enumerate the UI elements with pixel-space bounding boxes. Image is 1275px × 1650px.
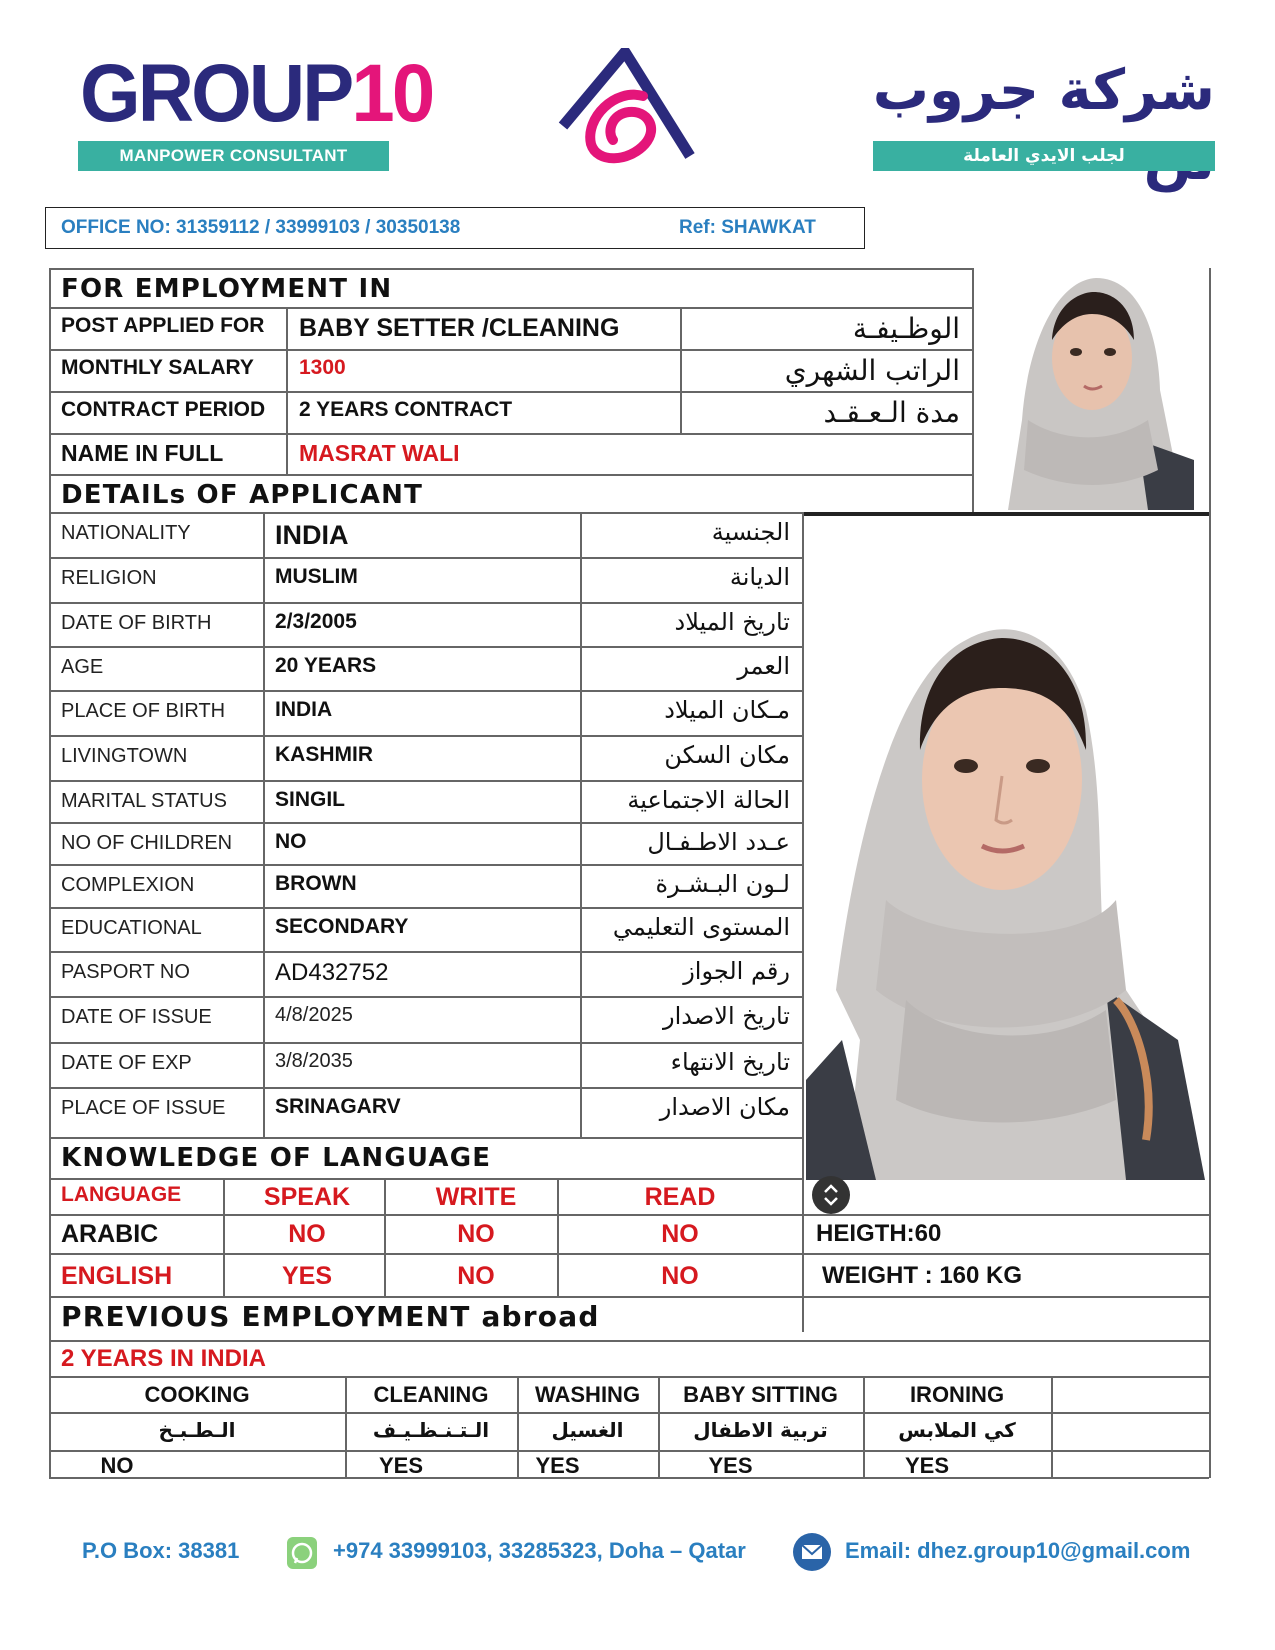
language-cell: NO — [457, 1220, 495, 1248]
row-divider — [49, 1042, 802, 1044]
language-cell: YES — [281, 1262, 333, 1290]
detail-label-ar: عـدد الاطـفـال — [647, 828, 790, 856]
whatsapp-icon — [286, 1535, 318, 1571]
name-value: MASRAT WALI — [299, 440, 460, 466]
company-emblem-icon — [555, 48, 695, 166]
detail-label-ar: تاريخ الاصدار — [663, 1002, 790, 1030]
height-value: HEIGTH:60 — [816, 1220, 942, 1247]
row-divider — [49, 996, 802, 998]
row-divider — [49, 822, 802, 824]
applicant-photo-small — [988, 270, 1194, 510]
employment-label-ar: الوظـيفـة — [852, 312, 960, 345]
detail-label: LIVINGTOWN — [61, 745, 188, 767]
detail-label-ar: لـون البـشـرة — [655, 870, 790, 898]
detail-label: NO OF CHILDREN — [61, 832, 233, 854]
name-label: NAME IN FULL — [61, 440, 224, 466]
detail-label: DATE OF ISSUE — [61, 1006, 212, 1028]
employment-label: POST APPLIED FOR — [61, 314, 265, 337]
employment-label-ar: مدة الـعـقـد — [823, 396, 960, 429]
experience-value: 2 YEARS IN INDIA — [61, 1345, 266, 1372]
employment-value: 2 YEARS CONTRACT — [299, 398, 513, 421]
language-cell: NO — [457, 1262, 495, 1290]
row-divider — [49, 557, 802, 559]
language-cell: ENGLISH — [61, 1262, 173, 1290]
office-numbers: OFFICE NO: 31359112 / 33999103 / 30350138 — [61, 217, 461, 238]
language-cell: ARABIC — [61, 1220, 159, 1248]
row-divider — [49, 735, 802, 737]
detail-label-ar: الحالة الاجتماعية — [627, 786, 790, 814]
logo-number-text: 10 — [351, 48, 433, 139]
detail-label: RELIGION — [61, 567, 157, 589]
skill-name: WASHING — [534, 1382, 641, 1407]
skill-value: YES — [904, 1453, 950, 1478]
skill-value: YES — [535, 1453, 580, 1478]
detail-value: AD432752 — [275, 959, 389, 986]
detail-value: INDIA — [275, 520, 349, 550]
detail-label-ar: مكان الاصدار — [659, 1093, 790, 1121]
detail-label: EDUCATIONAL — [61, 917, 202, 939]
detail-label-ar: المستوى التعليمي — [612, 913, 790, 941]
skill-value: YES — [708, 1453, 753, 1478]
details-section-title: DETAILs OF APPLICANT — [61, 480, 424, 510]
detail-label-ar: مـكان الميلاد — [664, 696, 790, 724]
detail-value: KASHMIR — [275, 743, 373, 766]
chevron-updown-icon — [812, 1176, 850, 1214]
detail-label: AGE — [61, 656, 104, 678]
detail-value: BROWN — [275, 872, 357, 895]
detail-value: 4/8/2025 — [275, 1004, 353, 1026]
scroll-toggle-button[interactable] — [812, 1176, 850, 1214]
detail-label-ar: تاريخ الانتهاء — [670, 1048, 790, 1076]
detail-label: COMPLEXION — [61, 874, 195, 896]
previous-employment-title: PREVIOUS EMPLOYMENT abroad — [61, 1300, 600, 1333]
employment-value: BABY SETTER /CLEANING — [299, 314, 620, 342]
row-divider — [49, 864, 802, 866]
detail-label-ar: تاريخ الميلاد — [674, 608, 790, 636]
skill-value: YES — [378, 1453, 424, 1478]
detail-value: SINGIL — [275, 788, 346, 811]
skill-name-ar: الغسيل — [551, 1418, 624, 1442]
language-header: READ — [644, 1183, 716, 1211]
detail-label: DATE OF BIRTH — [61, 612, 212, 634]
language-header: SPEAK — [263, 1183, 351, 1211]
office-info-box — [45, 207, 865, 249]
email-icon — [792, 1532, 832, 1572]
employment-section-title: FOR EMPLOYMENT IN — [61, 274, 393, 304]
detail-label: DATE OF EXP — [61, 1052, 192, 1074]
detail-label: PLACE OF BIRTH — [61, 700, 226, 722]
skill-name-ar: تربية الاطفال — [693, 1418, 828, 1442]
skill-name-ar: كي الملابس — [898, 1418, 1016, 1442]
skill-name-ar: الـتـنـظـيـف — [372, 1418, 490, 1442]
detail-label-ar: مكان السكن — [664, 741, 790, 769]
detail-label: NATIONALITY — [61, 522, 191, 544]
skill-name: IRONING — [909, 1382, 1005, 1407]
logo-main-text: GROUP — [80, 48, 352, 139]
reference: Ref: SHAWKAT — [679, 217, 816, 238]
company-logo — [80, 48, 433, 139]
employment-label: CONTRACT PERIOD — [61, 398, 266, 421]
skill-value: NO — [100, 1453, 134, 1478]
row-divider — [49, 780, 802, 782]
detail-label-ar: العمر — [737, 652, 790, 680]
phone-numbers: +974 33999103, 33285323, Doha – Qatar — [333, 1538, 746, 1563]
row-divider — [49, 907, 802, 909]
detail-value: 20 YEARS — [275, 654, 377, 677]
detail-value: SECONDARY — [275, 915, 409, 938]
detail-label-ar: رقم الجواز — [683, 957, 790, 985]
employment-label-ar: الراتب الشهري — [784, 354, 960, 387]
detail-label: PLACE OF ISSUE — [61, 1097, 226, 1119]
skill-name: BABY SITTING — [683, 1382, 838, 1407]
detail-label-ar: الجنسية — [711, 518, 790, 546]
language-section-title: KNOWLEDGE OF LANGUAGE — [61, 1143, 492, 1173]
logo-tagline: MANPOWER CONSULTANT — [78, 141, 389, 171]
skill-name: CLEANING — [373, 1382, 489, 1407]
detail-label-ar: الديانة — [729, 563, 790, 591]
employment-value: 1300 — [299, 356, 346, 379]
row-divider — [49, 951, 802, 953]
arabic-logo-tagline: لجلب الايدي العاملة — [873, 141, 1215, 171]
detail-value: INDIA — [275, 698, 333, 721]
row-divider — [49, 602, 802, 604]
row-divider — [49, 646, 802, 648]
language-header: LANGUAGE — [61, 1183, 182, 1206]
language-header: WRITE — [435, 1183, 517, 1211]
language-cell: NO — [661, 1220, 699, 1248]
skill-name: COOKING — [144, 1382, 250, 1407]
applicant-photo-large — [806, 520, 1205, 1180]
weight-value: WEIGHT : 160 KG — [822, 1262, 1023, 1289]
employment-label: MONTHLY SALARY — [61, 356, 254, 379]
arabic-logo-text: شركة جروب — [872, 58, 1215, 123]
detail-value: SRINAGARV — [275, 1095, 401, 1118]
detail-value: MUSLIM — [275, 565, 358, 588]
detail-value: 2/3/2005 — [275, 610, 357, 633]
detail-value: 3/8/2035 — [275, 1050, 353, 1072]
language-cell: NO — [288, 1220, 326, 1248]
email-address[interactable]: Email: dhez.group10@gmail.com — [845, 1538, 1191, 1563]
language-cell: NO — [661, 1262, 699, 1290]
detail-label: MARITAL STATUS — [61, 790, 227, 812]
skill-name-ar: الـطـبـخ — [158, 1418, 236, 1442]
detail-value: NO — [275, 830, 307, 853]
row-divider — [49, 690, 802, 692]
row-divider — [49, 1087, 802, 1089]
po-box: P.O Box: 38381 — [82, 1538, 240, 1563]
detail-label: PASPORT NO — [61, 961, 190, 983]
